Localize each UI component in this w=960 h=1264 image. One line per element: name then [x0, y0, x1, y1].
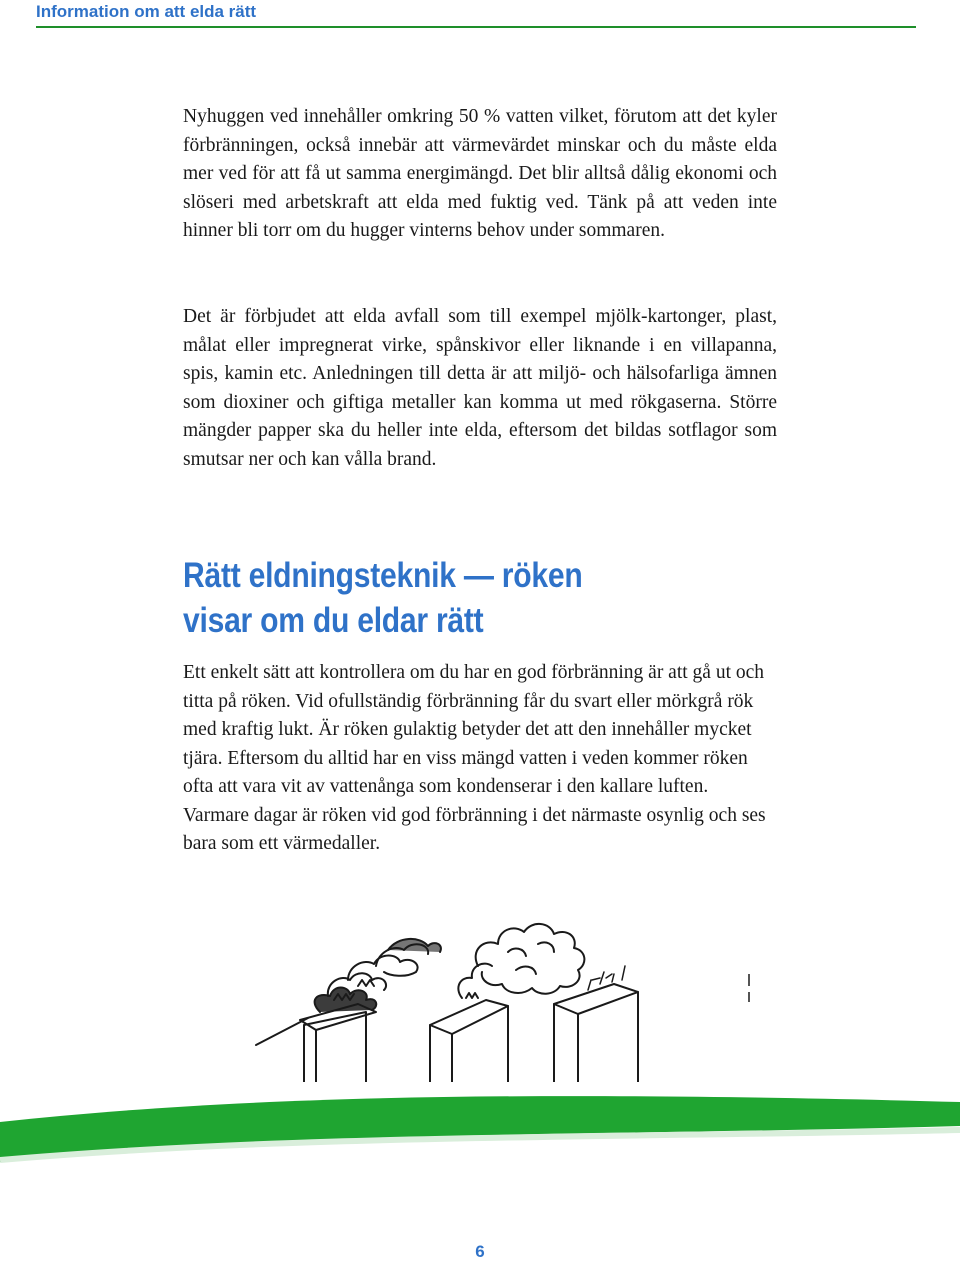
- page-header: [36, 0, 916, 28]
- section-heading-line-1: Rätt eldningsteknik — röken: [183, 556, 583, 595]
- footer-green-band: [0, 1090, 960, 1264]
- section-heading-line-2: visar om du eldar rätt: [183, 601, 484, 640]
- paragraph-smoke-check: Ett enkelt sätt att kontrollera om du har en god förbränning är att gå ut och titta på röken. Vid ofullständig förbränning får du svart eller mörkgrå rök med kraftig lukt. Är röken gulaktig betyder det att den innehåller mycket tjära. Eftersom du alltid har en viss mängd vatten i veden kommer röken ofta att vara vit av vattenånga som kondenserar i den kallare luften. Varmare dagar är röken vid god förbränning i det närmaste osynlig och ses bara som ett värmedaller.: [183, 662, 766, 854]
- page-number: 6: [475, 1242, 485, 1261]
- header-title: Information om att elda rätt: [36, 2, 257, 21]
- paragraph-waste-burning: Det är förbjudet att elda avfall som till exempel mjölk-kartonger, plast, målat eller impregnerat virke, spånskivor eller liknande i en villapanna, spis, kamin etc. Anledningen till detta är att miljö- och hälsofarliga ämnen som dioxiner och giftiga metaller kan komma ut med rökgaserna. Större mängder papper ska du heller inte elda, eftersom det bildas sotflagor som smutsar ner och kan vålla brand.: [183, 306, 777, 470]
- paragraph-wet-wood: Nyhuggen ved innehåller omkring 50 % vatten vilket, förutom att det kyler förbränningen, också innebär att värmevärdet minskar och du måste elda mer ved för att få ut samma energimängd. Det blir alltså dålig ekonomi och slöseri med arbetskraft att elda med fuktig ved. Tänk på att veden inte hinner bli torr om du hugger vinterns behov under sommaren.: [183, 106, 777, 241]
- chimney-illustration: [208, 900, 753, 1082]
- chimney-clean-smoke-icon: [554, 966, 638, 1082]
- chimney-white-smoke-icon: [430, 924, 584, 1082]
- chimney-black-smoke-icon: [256, 939, 441, 1082]
- section-heading: [183, 553, 582, 643]
